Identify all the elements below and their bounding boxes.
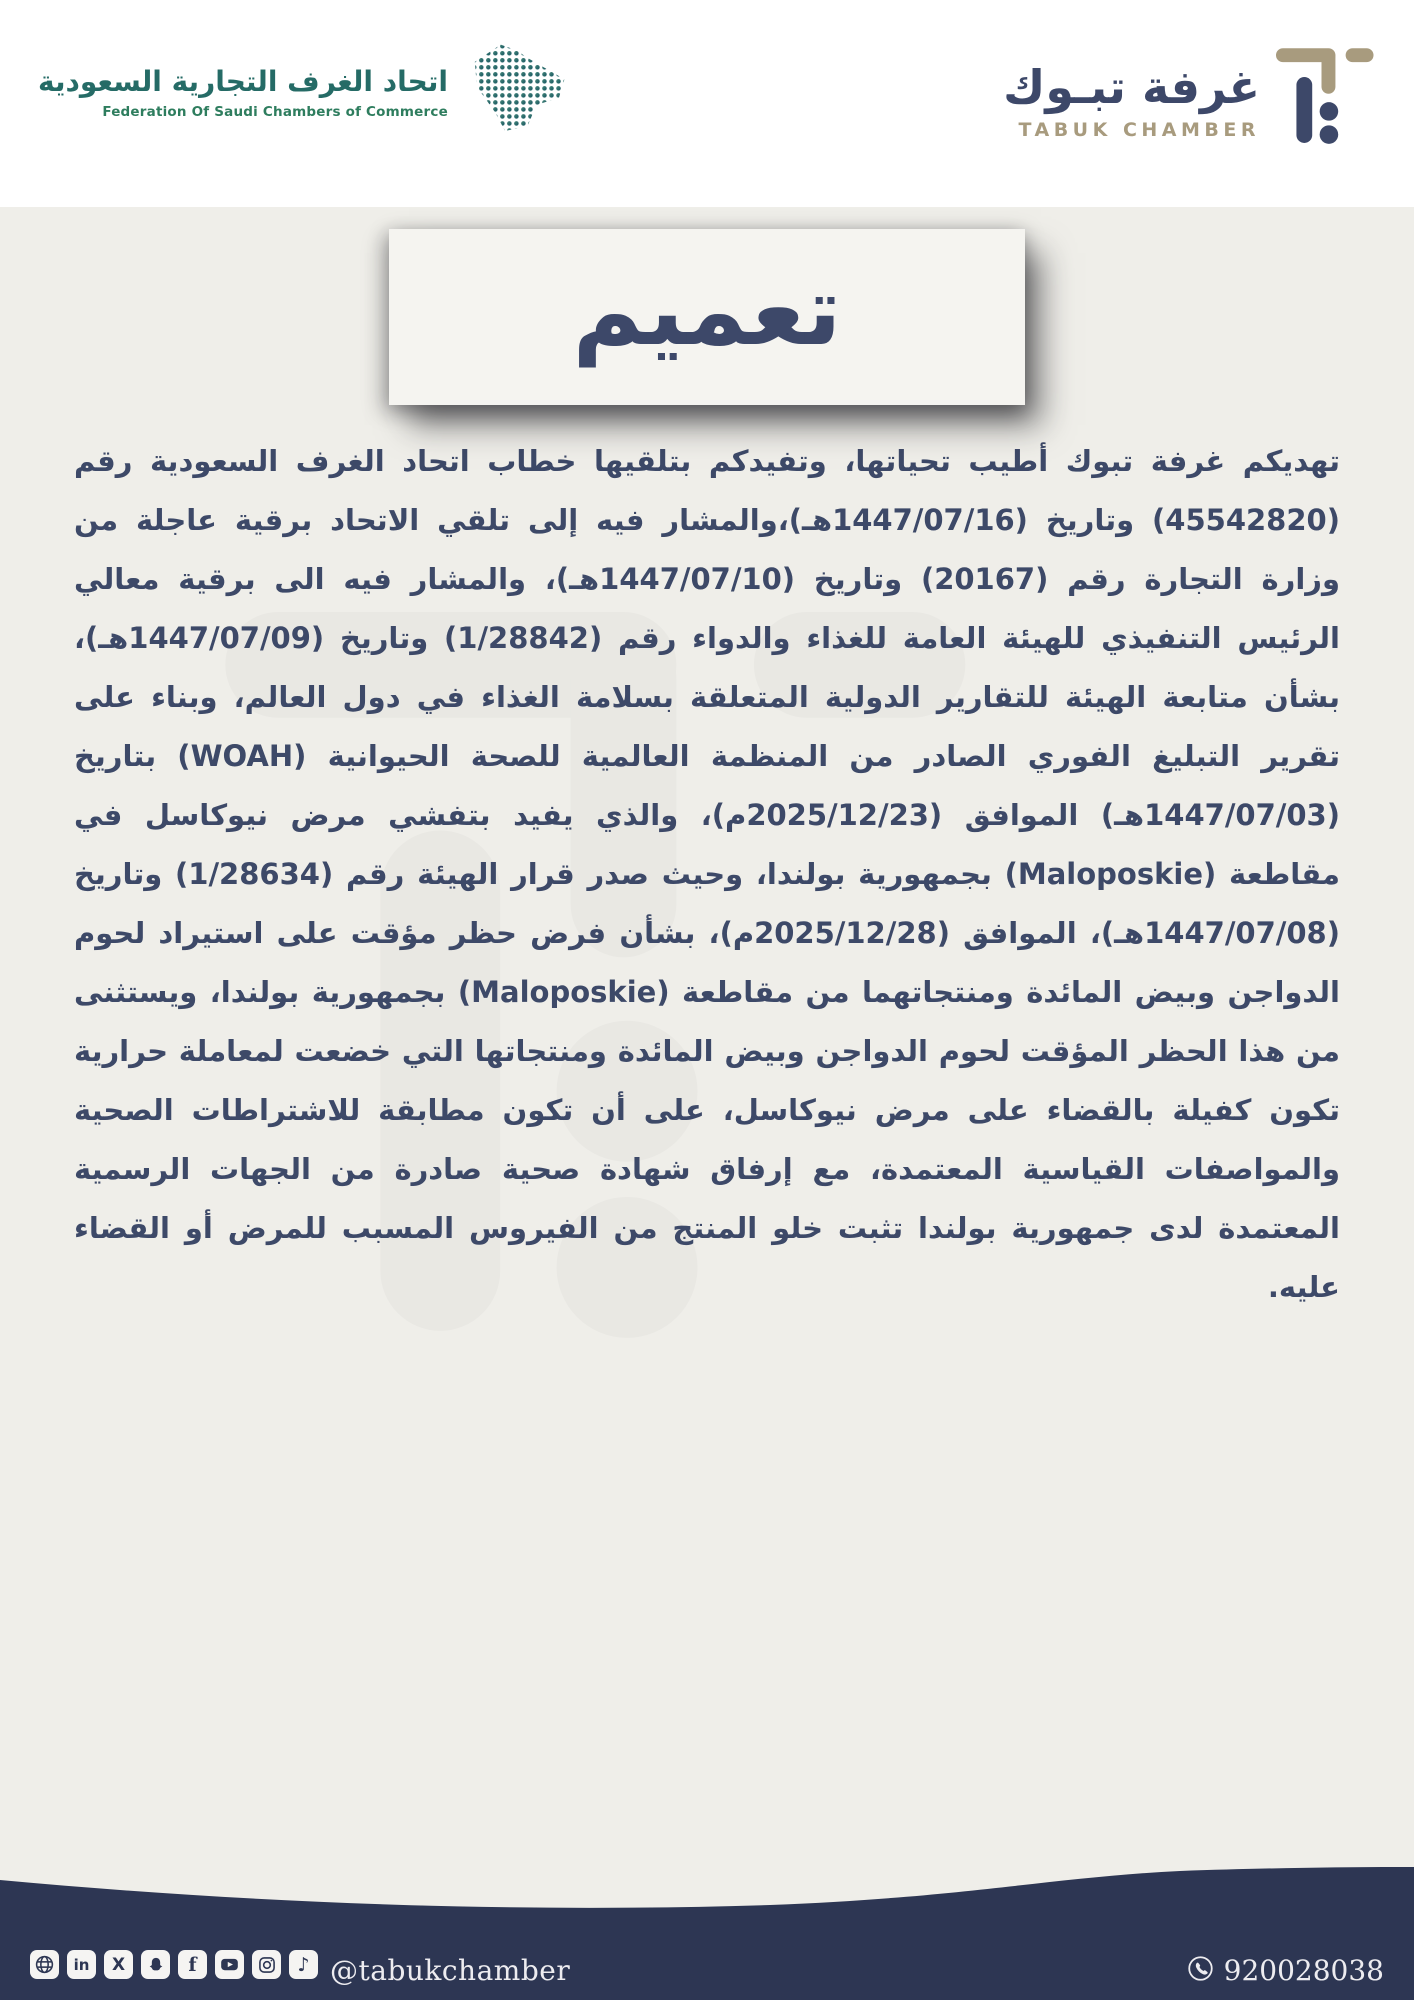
tiktok-icon: ♪ [289, 1950, 318, 1979]
instagram-icon [252, 1950, 281, 1979]
snapchat-icon [141, 1950, 170, 1979]
circular-title: تعميم [572, 255, 842, 367]
fsc-logo-text [38, 64, 448, 120]
tabuk-chamber-logo [1003, 48, 1380, 150]
tabuk-name-english: TABUK CHAMBER [1018, 118, 1260, 141]
x-twitter-icon: X [104, 1950, 133, 1979]
facebook-icon: f [178, 1950, 207, 1979]
phone-contact [1187, 1954, 1384, 1987]
circular-body-text: تهديكم غرفة تبوك أطيب تحياتها، وتفيدكم بتلقيها خطاب اتحاد الغرف السعودية رقم (45542820) وتاريخ (1447/07/16هـ)،والمشار فيه إلى تلقي الاتحاد برقية عاجلة من وزارة التجارة رقم (20167) وتاريخ (1447/07/10هـ)، والمشار فيه الى برقية معالي الرئيس التنفيذي للهيئة العامة للغذاء والدواء رقم (1/28842) وتاريخ (1447/07/09هـ)، بشأن متابعة الهيئة للتقارير الدولية المتعلقة بسلامة الغذاء في دول العالم، وبناء على تقرير التبليغ الفوري الصادر من المنظمة العالمية للصحة الحيوانية (WOAH) بتاريخ (1447/07/03هـ) الموافق (2025/12/23م)، والذي يفيد بتفشي مرض نيوكاسل في مقاطعة (Maloposkie) بجمهورية بولندا، وحيث صدر قرار الهيئة رقم (1/28634) وتاريخ (1447/07/08هـ)، الموافق (2025/12/28م)، بشأن فرض حظر مؤقت على استيراد لحوم الدواجن وبيض المائدة ومنتجاتهما من مقاطعة (Maloposkie) بجمهورية بولندا، ويستثنى من هذا الحظر المؤقت لحوم الدواجن وبيض المائدة ومنتجاتها التي خضعت لمعاملة حرارية تكون كفيلة بالقضاء على مرض نيوكاسل، على أن تكون مطابقة للاشتراطات الصحية والمواصفات القياسية المعتمدة، مع إرفاق شهادة صحية صادرة من الجهات الرسمية المعتمدة لدى جمهورية بولندا تثبت خلو المنتج من الفيروس المسبب للمرض أو القضاء عليه. [74, 444, 1341, 1304]
phone-icon [1187, 1955, 1214, 1986]
fsc-logo [38, 34, 572, 150]
header-band [0, 0, 1414, 207]
social-icons-row [30, 1950, 318, 1979]
footer-bar [0, 1914, 1414, 2000]
globe-icon [30, 1950, 59, 1979]
youtube-icon [215, 1950, 244, 1979]
saudi-map-dots-icon [464, 34, 572, 150]
circular-title-box [389, 229, 1025, 405]
footer-curve [0, 1866, 1414, 1916]
linkedin-icon: in [67, 1950, 96, 1979]
tabuk-logo-mark-icon [1276, 48, 1380, 150]
fsc-name-english: Federation Of Saudi Chambers of Commerce [102, 104, 448, 121]
tabuk-logo-text [1003, 62, 1260, 141]
phone-number: 920028038 [1223, 1954, 1384, 1987]
social-handle: @tabukchamber [330, 1954, 571, 1987]
fsc-name-arabic: اتحاد الغرف التجارية السعودية [38, 64, 448, 98]
tabuk-name-arabic: غرفة تبـوك [1003, 60, 1260, 114]
